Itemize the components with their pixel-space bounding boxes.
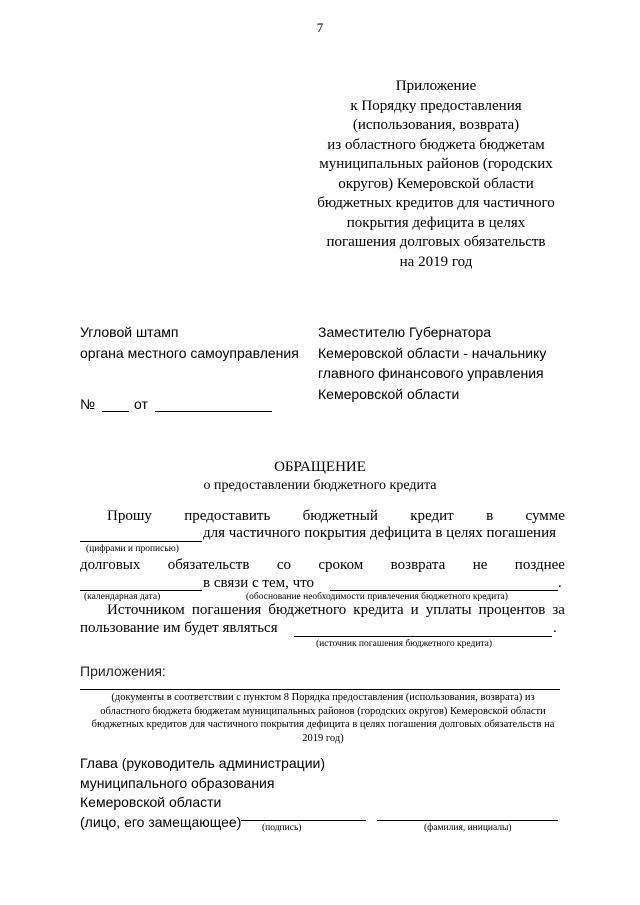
amount-field[interactable] bbox=[80, 541, 202, 542]
appendix-line: погашения долговых обязательств bbox=[326, 234, 546, 250]
document-title: ОБРАЩЕНИЕ bbox=[274, 459, 366, 475]
signature-caption: (подпись) bbox=[262, 823, 302, 833]
body-word: кредит bbox=[410, 508, 454, 524]
attachments-caption-line: областного бюджета бюджетам муниципальных районов (городских округов) Кемеровской области bbox=[100, 705, 546, 717]
repayment-date-field[interactable] bbox=[80, 590, 202, 591]
appendix-header bbox=[300, 77, 572, 272]
recipient-line: Кемеровской области - начальнику bbox=[318, 344, 547, 361]
recipient-line: Кемеровской области bbox=[318, 385, 460, 402]
signatory-line: (лицо, его замещающее) bbox=[80, 813, 242, 830]
line-4-period: . bbox=[558, 575, 562, 591]
recipient-line: главного финансового управления bbox=[318, 365, 544, 381]
amount-caption: (цифрами и прописью) bbox=[86, 544, 179, 554]
recipient-block bbox=[318, 322, 546, 404]
signatory-line: муниципального образования bbox=[80, 774, 275, 791]
justification-field[interactable] bbox=[330, 590, 558, 591]
attachments-field[interactable] bbox=[80, 689, 560, 690]
body-line-3 bbox=[80, 557, 565, 574]
sender-block bbox=[80, 322, 299, 363]
sender-line: органа местного самоуправления bbox=[80, 344, 299, 361]
document-subtitle: о предоставлении бюджетного кредита bbox=[203, 478, 437, 493]
body-word: погашения bbox=[191, 602, 262, 618]
appendix-line: из областного бюджета бюджетам bbox=[327, 136, 545, 153]
body-word: Прошу bbox=[107, 508, 152, 524]
body-word: в bbox=[486, 508, 494, 524]
body-line-1 bbox=[107, 508, 565, 525]
signatory-line: Глава (руководитель администрации) bbox=[80, 755, 325, 771]
appendix-line: покрытия дефицита в целях bbox=[346, 214, 526, 231]
attachments-caption-line: 2019 год) bbox=[302, 732, 344, 744]
body-word: позднее bbox=[514, 557, 565, 573]
recipient-line: Заместителю Губернатора bbox=[318, 324, 492, 340]
name-field[interactable] bbox=[377, 820, 558, 821]
body-line-2: для частичного покрытия дефицита в целях погашения bbox=[203, 525, 557, 541]
body-word: предоставить bbox=[184, 508, 271, 524]
appendix-line: Приложение bbox=[395, 78, 477, 94]
body-word: Источником bbox=[107, 602, 185, 618]
body-word: сроком bbox=[318, 557, 364, 573]
appendix-line: округов) Кемеровской области bbox=[338, 175, 534, 192]
body-line-5 bbox=[107, 602, 565, 619]
name-caption: (фамилия, инициалы) bbox=[424, 823, 512, 833]
date-caption: (календарная дата) bbox=[84, 592, 161, 602]
date-from-label: от bbox=[134, 396, 148, 412]
attachments-label: Приложения: bbox=[80, 663, 166, 679]
number-field[interactable] bbox=[102, 411, 129, 412]
body-word: долговых bbox=[80, 557, 141, 573]
body-word: обязательств bbox=[167, 557, 250, 573]
body-word: кредита bbox=[353, 602, 404, 618]
body-line-6: пользование им будет являться bbox=[80, 620, 278, 636]
body-word: уплаты bbox=[425, 602, 472, 618]
body-word: процентов bbox=[478, 602, 546, 618]
appendix-line: к Порядку предоставления bbox=[350, 97, 522, 114]
body-word: сумме bbox=[525, 508, 565, 524]
attachments-caption-line: бюджетных кредитов для частичного покрытия дефицита в целях погашения долговых обязательств на bbox=[91, 719, 555, 730]
justification-caption: (обоснование необходимости привлечения бюджетного кредита) bbox=[246, 592, 508, 602]
body-word: и bbox=[410, 602, 419, 618]
body-line-4: в связи с тем, что bbox=[203, 575, 314, 591]
appendix-line: (использования, возврата) bbox=[352, 117, 520, 133]
body-word: не bbox=[472, 557, 488, 573]
body-word: возврата bbox=[390, 557, 446, 573]
body-word: бюджетного bbox=[268, 602, 347, 618]
body-word: за bbox=[552, 602, 565, 618]
body-word: со bbox=[276, 557, 291, 573]
attachments-caption-line: (документы в соответствии с пунктом 8 Порядка предоставления (использования, возврата) из bbox=[111, 692, 535, 703]
body-word: бюджетный bbox=[302, 508, 378, 524]
signatory-line: Кемеровской области bbox=[80, 794, 222, 810]
sender-line: Угловой штамп bbox=[80, 324, 179, 340]
attachments-caption bbox=[80, 691, 566, 745]
page-number: 7 bbox=[316, 20, 324, 35]
line-6-period: . bbox=[553, 620, 557, 636]
source-caption: (источник погашения бюджетного кредита) bbox=[316, 639, 493, 649]
date-field[interactable] bbox=[155, 411, 272, 412]
appendix-line: муниципальных районов (городских bbox=[319, 156, 553, 172]
signature-field[interactable] bbox=[241, 820, 366, 821]
number-label: № bbox=[80, 396, 96, 412]
source-field[interactable] bbox=[294, 636, 552, 637]
appendix-line: бюджетных кредитов для частичного bbox=[317, 195, 555, 211]
appendix-line: на 2019 год bbox=[399, 253, 473, 270]
